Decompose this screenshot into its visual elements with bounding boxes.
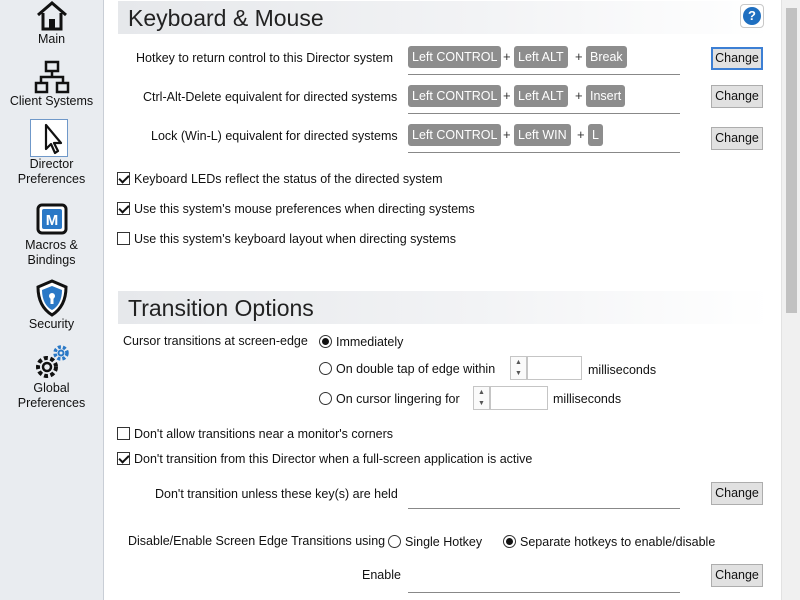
sidebar-item-client-systems[interactable] [0, 60, 103, 109]
sidebar-item-label: Global [33, 381, 70, 395]
double-tap-radio[interactable] [319, 362, 332, 375]
fullscreen-label: Don't transition from this Director when a full-screen application is active [134, 452, 533, 466]
keyboard-leds-checkbox[interactable] [117, 172, 130, 185]
cursor-transitions-label: Cursor transitions at screen-edge [123, 334, 308, 348]
sidebar-item-label: Security [28, 317, 75, 331]
milliseconds-label: milliseconds [553, 392, 622, 406]
spin-up-icon[interactable]: ▲ [478, 389, 485, 396]
sidebar-item-security[interactable] [0, 279, 103, 332]
key-chip: Left CONTROL [408, 46, 501, 68]
sidebar-item-main[interactable] [0, 0, 103, 47]
plus-sign: + [575, 88, 583, 103]
plus-sign: + [503, 127, 511, 142]
hotkey-return-label: Hotkey to return control to this Director system [136, 51, 394, 65]
ctrl-alt-del-field[interactable] [408, 83, 680, 114]
change-held-keys-button[interactable]: Change [711, 482, 763, 505]
keyboard-layout-label: Use this system's keyboard layout when directing systems [134, 232, 456, 246]
spin-up-icon[interactable]: ▲ [515, 359, 522, 366]
fullscreen-checkbox[interactable] [117, 452, 130, 465]
spin-down-icon[interactable]: ▼ [515, 370, 522, 377]
section-title: Transition Options [128, 295, 314, 321]
lingering-radio[interactable] [319, 392, 332, 405]
held-keys-field[interactable] [408, 482, 680, 509]
vertical-scrollbar[interactable] [781, 0, 800, 600]
help-button[interactable] [740, 4, 764, 28]
lingering-label: On cursor lingering for [336, 392, 460, 406]
immediately-label: Immediately [336, 335, 404, 349]
sidebar-item-label: Preferences [17, 396, 86, 410]
lingering-ms-input[interactable] [490, 386, 548, 410]
disable-enable-label: Disable/Enable Screen Edge Transitions using [128, 534, 386, 548]
key-chip: Left CONTROL [408, 85, 501, 107]
key-chip: Left ALT [514, 46, 568, 68]
pointer-icon [34, 121, 70, 157]
sidebar-item-label: Preferences [17, 172, 86, 186]
double-tap-label: On double tap of edge within [336, 362, 496, 376]
sidebar-item-macros-bindings[interactable] [0, 202, 103, 268]
enable-hotkey-field[interactable] [408, 566, 680, 593]
keyboard-leds-label: Keyboard LEDs reflect the status of the directed system [134, 172, 443, 186]
plus-sign: + [577, 127, 585, 142]
key-chip: Left WIN [514, 124, 571, 146]
sidebar-item-global-preferences[interactable] [0, 343, 103, 411]
change-ctrl-alt-del-button[interactable]: Change [711, 85, 763, 108]
mouse-preferences-checkbox[interactable] [117, 202, 130, 215]
section-title: Keyboard & Mouse [128, 5, 324, 31]
double-tap-ms-input[interactable] [527, 356, 582, 380]
double-tap-spinner[interactable] [510, 356, 527, 380]
scrollbar-thumb[interactable] [786, 8, 797, 313]
plus-sign: + [575, 49, 583, 64]
sidebar [0, 0, 104, 600]
sidebar-item-label: Main [37, 32, 66, 46]
monitor-corners-checkbox[interactable] [117, 427, 130, 440]
sidebar-item-label: Director [29, 157, 74, 171]
plus-sign: + [503, 88, 511, 103]
milliseconds-label: milliseconds [588, 363, 657, 377]
spin-down-icon[interactable]: ▼ [478, 400, 485, 407]
change-lock-button[interactable]: Change [711, 127, 763, 150]
single-hotkey-radio[interactable] [388, 535, 401, 548]
gears-icon [32, 343, 72, 381]
mouse-preferences-label: Use this system's mouse preferences when directing systems [134, 202, 475, 216]
key-chip: Insert [586, 85, 625, 107]
lingering-spinner[interactable] [473, 386, 490, 410]
key-chip: Left ALT [514, 85, 568, 107]
key-chip: Left CONTROL [408, 124, 501, 146]
key-chip: Break [586, 46, 627, 68]
home-icon [34, 0, 70, 32]
change-return-hotkey-button[interactable]: Change [711, 47, 763, 70]
transition-options-header [118, 291, 770, 324]
plus-sign: + [503, 49, 511, 64]
change-enable-button[interactable]: Change [711, 564, 763, 587]
sidebar-item-label: Bindings [27, 253, 76, 267]
key-chip: L [588, 124, 603, 146]
help-icon: ? [743, 7, 761, 25]
keyboard-mouse-header [118, 1, 770, 34]
sidebar-item-director-preferences[interactable] [0, 121, 103, 187]
separate-hotkeys-label: Separate hotkeys to enable/disable [520, 535, 716, 549]
sidebar-item-label: Macros & [25, 238, 78, 252]
svg-text:M: M [45, 212, 58, 229]
single-hotkey-label: Single Hotkey [405, 535, 483, 549]
separate-hotkeys-radio[interactable] [503, 535, 516, 548]
held-keys-label: Don't transition unless these key(s) are held [155, 487, 398, 501]
shield-icon [34, 279, 70, 317]
monitor-corners-label: Don't allow transitions near a monitor's corners [134, 427, 394, 441]
keyboard-layout-checkbox[interactable] [117, 232, 130, 245]
macro-icon [34, 202, 70, 238]
hotkey-return-field[interactable] [408, 44, 680, 75]
lock-field[interactable] [408, 122, 680, 153]
immediately-radio[interactable] [319, 335, 332, 348]
enable-label: Enable [362, 568, 401, 582]
sidebar-item-label: Client Systems [9, 94, 94, 108]
lock-label: Lock (Win-L) equivalent for directed systems [151, 129, 398, 143]
ctrl-alt-del-label: Ctrl-Alt-Delete equivalent for directed systems [143, 90, 398, 104]
network-icon [34, 60, 70, 94]
